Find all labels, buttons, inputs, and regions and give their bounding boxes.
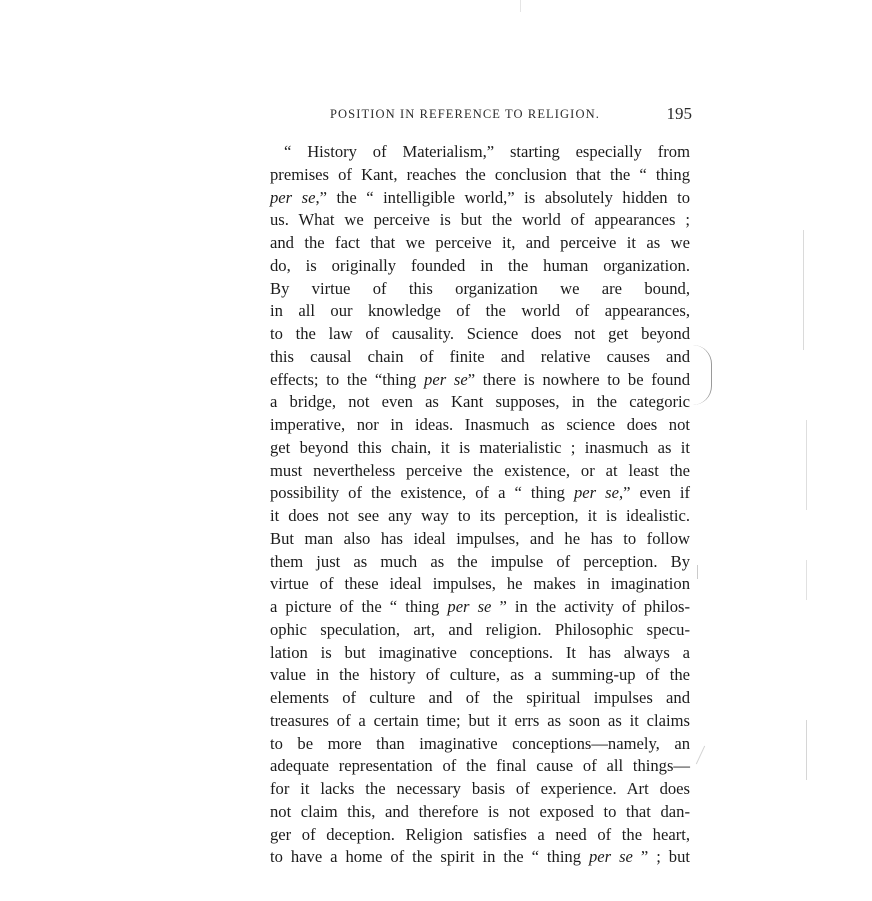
text-line: it does not see any way to its perception, it is idealistic. bbox=[270, 506, 690, 525]
margin-bracket-mark bbox=[693, 345, 712, 405]
text-line: them just as much as the impulse of perception. By bbox=[270, 551, 690, 571]
text-line: per se,” the “ intelligible world,” is absolutely hidden to bbox=[270, 187, 690, 207]
running-head-title: POSITION IN REFERENCE TO RELIGION. bbox=[330, 107, 600, 121]
text-line: ophic speculation, art, and religion. Philosophic specu- bbox=[270, 619, 690, 639]
text-line: a picture of the “ thing per se ” in the activity of philos- bbox=[270, 597, 691, 616]
text-line: adequate representation of the final cause of all things— bbox=[270, 756, 690, 776]
text-line: a bridge, not even as Kant supposes, in the categoric bbox=[270, 392, 690, 412]
text-line: possibility of the existence, of a “ thing per se,” even if bbox=[270, 483, 690, 503]
text-line: imperative, nor in ideas. Inasmuch as science does not bbox=[270, 415, 690, 434]
text-line: By virtue of this organization we are bound, bbox=[270, 278, 690, 298]
margin-scan-mark bbox=[803, 230, 804, 350]
text-line: in all our knowledge of the world of appearances, bbox=[270, 301, 690, 321]
margin-scan-mark bbox=[806, 720, 807, 780]
text-line: this causal chain of finite and relative causes and bbox=[270, 346, 690, 366]
text-line: premises of Kant, reaches the conclusion that the “ thing bbox=[270, 164, 690, 184]
text-line: to the law of causality. Science does not get beyond bbox=[270, 324, 690, 343]
text-line: elements of culture and of the spiritual impulses and bbox=[270, 688, 690, 707]
page-number: 195 bbox=[666, 104, 692, 123]
text-line: effects; to the “thing per se” there is nowhere to be found bbox=[270, 369, 690, 389]
text-line: to be more than imaginative conceptions—namely, an bbox=[270, 733, 690, 753]
text-line: get beyond this chain, it is materialistic ; inasmuch as it bbox=[270, 437, 690, 457]
text-line: ger of deception. Religion satisfies a need of the heart, bbox=[270, 824, 690, 844]
text-line: value in the history of culture, as a summing-up of the bbox=[270, 665, 690, 685]
text-line: “ History of Materialism,” starting especially from bbox=[284, 142, 690, 161]
margin-scan-mark bbox=[806, 420, 807, 510]
text-line: lation is but imaginative conceptions. It has always a bbox=[270, 642, 690, 662]
text-line: and the fact that we perceive it, and perceive it as we bbox=[270, 233, 690, 252]
text-line: virtue of these ideal impulses, he makes in imagination bbox=[270, 574, 690, 594]
text-line: to have a home of the spirit in the “ thing per se ” ; but bbox=[270, 847, 691, 867]
running-head bbox=[300, 104, 692, 129]
margin-scan-mark bbox=[696, 746, 705, 765]
text-line: do, is originally founded in the human organization. bbox=[270, 255, 690, 275]
body-text bbox=[270, 141, 690, 869]
margin-scan-mark bbox=[697, 565, 698, 579]
text-line: treasures of a certain time; but it errs as soon as it claims bbox=[270, 710, 690, 730]
text-line: But man also has ideal impulses, and he has to follow bbox=[270, 528, 690, 548]
text-line: not claim this, and therefore is not exposed to that dan- bbox=[270, 801, 690, 821]
text-line: for it lacks the necessary basis of experience. Art does bbox=[270, 779, 690, 798]
text-line: us. What we perceive is but the world of appearances ; bbox=[270, 210, 690, 230]
margin-scan-mark bbox=[520, 0, 521, 12]
text-line: must nevertheless perceive the existence, or at least the bbox=[270, 460, 690, 480]
margin-scan-mark bbox=[806, 560, 807, 600]
